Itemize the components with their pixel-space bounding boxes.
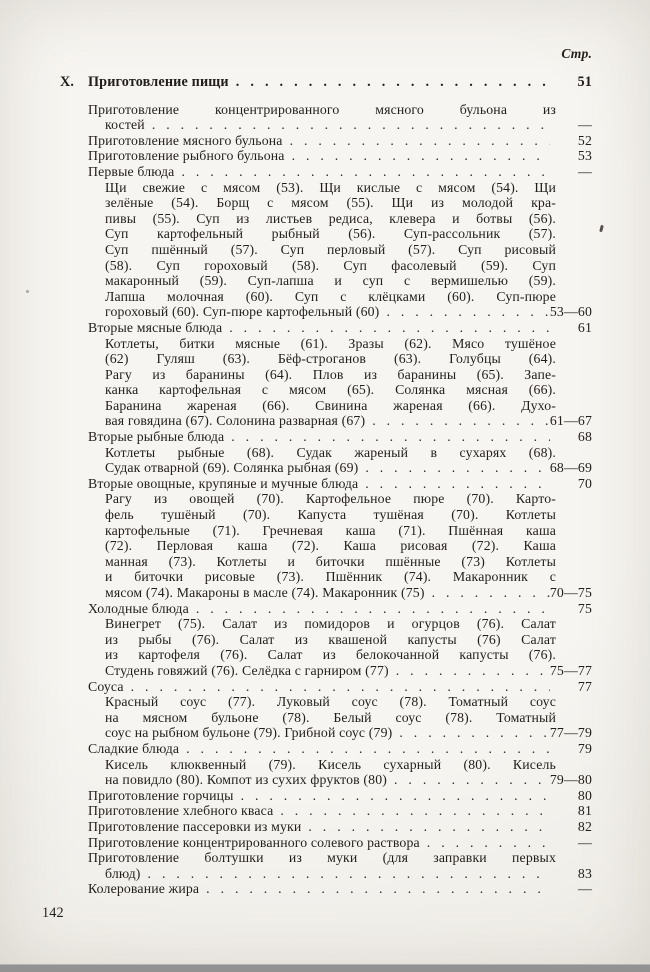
toc-entry bbox=[88, 180, 592, 320]
toc-line bbox=[88, 881, 592, 897]
entry-text: зелёные (54). Борщ с мясом (55). Щи из молодой кра- bbox=[105, 195, 556, 211]
toc-line bbox=[88, 320, 592, 336]
entry-text: Приготовление концентрированного солевого раствора bbox=[88, 834, 420, 850]
toc-entry bbox=[88, 445, 592, 476]
entry-text: костей bbox=[105, 117, 145, 133]
toc-line bbox=[88, 429, 592, 445]
entry-text: манная (73). Котлеты и биточки пшённые (73) Котлеты bbox=[105, 553, 556, 569]
entry-text: пивы (55). Суп из листьев редиса, клевера и ботвы (56). bbox=[105, 210, 556, 226]
dot-leader bbox=[379, 304, 549, 320]
toc-entry bbox=[88, 788, 592, 804]
entry-text: Первые блюда bbox=[88, 163, 175, 179]
toc-entry bbox=[88, 694, 592, 741]
entry-text: мясом (74). Макароны в масле (74). Макаронник (75) bbox=[105, 585, 425, 600]
entry-text: канка картофельная с мясом (65). Солянка мясная (66). bbox=[105, 382, 556, 398]
toc-line bbox=[88, 679, 592, 695]
toc-line bbox=[88, 663, 592, 679]
entry-text: Судак отварной (69). Солянка рыбная (69) bbox=[105, 460, 359, 476]
entry-text: Баранина жареная (66). Свинина жареная (66). Духо- bbox=[105, 397, 556, 413]
toc-line bbox=[88, 772, 592, 788]
entry-text: Рагу из баранины (64). Плов из баранины (65). Запе- bbox=[105, 366, 556, 382]
toc-entry bbox=[88, 881, 592, 897]
page-number: 81 bbox=[577, 803, 592, 819]
toc-entry bbox=[88, 102, 592, 133]
entry-text: из рыбы (76). Салат из квашеной капусты (76) Салат bbox=[105, 631, 556, 647]
toc-entry bbox=[88, 850, 592, 881]
page-number: 61 bbox=[577, 319, 592, 335]
toc-line bbox=[88, 803, 592, 819]
toc-line bbox=[88, 117, 592, 133]
page-number: 75—77 bbox=[549, 662, 592, 678]
toc-entry bbox=[88, 320, 592, 336]
scan-artifact bbox=[599, 225, 604, 233]
toc-line bbox=[88, 413, 592, 429]
toc-entry bbox=[88, 148, 592, 164]
page-number: 80 bbox=[577, 787, 592, 803]
page-number: 79 bbox=[577, 740, 592, 756]
toc-line bbox=[88, 725, 592, 741]
toc-line bbox=[88, 866, 592, 882]
toc-entry bbox=[88, 336, 592, 430]
dot-leader bbox=[420, 835, 550, 851]
toc-line bbox=[88, 585, 592, 601]
page-number: 68—69 bbox=[549, 460, 592, 476]
page-number: 53—60 bbox=[549, 304, 592, 320]
page-number: 75 bbox=[577, 600, 592, 616]
page-number: 82 bbox=[577, 818, 592, 834]
entry-text: Винегрет (75). Салат из помидоров и огурцов (76). Салат bbox=[105, 616, 556, 632]
dot-leader bbox=[358, 460, 549, 476]
page-number: 70 bbox=[577, 475, 592, 491]
toc-entry bbox=[88, 803, 592, 819]
entry-text: Приготовление пищи bbox=[88, 74, 229, 90]
page-number: — bbox=[578, 881, 592, 897]
page-number: 79—80 bbox=[549, 772, 592, 788]
entry-text: Холодные блюда bbox=[88, 600, 189, 616]
dot-leader bbox=[224, 429, 550, 445]
entry-text: гороховый (60). Суп-пюре картофельный (60) bbox=[105, 304, 380, 320]
scan-artifact bbox=[26, 290, 29, 293]
scan-edge bbox=[0, 964, 650, 972]
entry-text: (58). Суп гороховый (58). Суп фасолевый (59). Суп bbox=[105, 257, 556, 273]
dot-leader bbox=[392, 725, 549, 741]
dot-leader bbox=[199, 881, 550, 897]
entry-text: на повидло (80). Компот из сухих фруктов (80) bbox=[105, 772, 388, 788]
toc-line bbox=[88, 601, 592, 617]
entry-text: Кисель клюквенный (79). Кисель сухарный (80). Кисель bbox=[105, 756, 556, 772]
dot-leader bbox=[141, 866, 550, 882]
entry-text: Соуса bbox=[88, 678, 124, 694]
entry-text: картофельные (71). Гречневая каша (71). Пшённая каша bbox=[105, 522, 556, 538]
dot-leader bbox=[189, 601, 550, 617]
entry-text: Приготовление болтушки из муки (для заправки первых bbox=[88, 850, 556, 866]
toc-line bbox=[88, 819, 592, 835]
entry-text: Вторые мясные блюда bbox=[88, 319, 223, 335]
dot-leader bbox=[222, 320, 550, 336]
entry-text: Колерование жира bbox=[88, 881, 200, 897]
toc-entry bbox=[88, 429, 592, 445]
entry-text: из картофеля (76). Салат из белокочанной капусты (76). bbox=[105, 647, 556, 663]
toc-line bbox=[88, 133, 592, 149]
toc-entry bbox=[88, 164, 592, 180]
entry-text: Суп картофельный рыбный (56). Суп-рассольник (57). bbox=[105, 226, 556, 242]
toc-line bbox=[88, 460, 592, 476]
toc-entry bbox=[88, 616, 592, 678]
dot-leader bbox=[365, 413, 550, 429]
page-number: — bbox=[578, 117, 592, 133]
page-number: — bbox=[578, 163, 592, 179]
entry-text: Приготовление концентрированного мясного бульона из bbox=[88, 101, 556, 117]
toc-line bbox=[88, 148, 592, 164]
entry-text: Рагу из овощей (70). Картофельное пюре (70). Карто- bbox=[105, 491, 556, 507]
dot-leader bbox=[387, 772, 550, 788]
entry-text: Вторые овощные, крупяные и мучные блюда bbox=[88, 475, 359, 491]
dot-leader bbox=[425, 585, 550, 601]
toc-line bbox=[88, 835, 592, 851]
table-of-contents bbox=[60, 74, 592, 897]
dot-leader bbox=[285, 148, 550, 164]
dot-leader bbox=[145, 117, 550, 133]
entry-text: фель тушёный (70). Капуста тушёная (70). Котлеты bbox=[105, 507, 556, 523]
entry-text: Приготовление мясного бульона bbox=[88, 132, 283, 148]
page-number: 53 bbox=[577, 148, 592, 164]
page-number: 61—67 bbox=[549, 413, 592, 429]
page-number: 77 bbox=[577, 678, 592, 694]
page-number: — bbox=[578, 834, 592, 850]
dot-leader bbox=[301, 819, 550, 835]
dot-leader bbox=[234, 788, 550, 804]
dot-leader bbox=[358, 476, 550, 492]
dot-leader bbox=[124, 679, 550, 695]
toc-line bbox=[88, 476, 592, 492]
entry-text: Суп пшённый (57). Суп перловый (57). Суп рисовый bbox=[105, 241, 556, 257]
entry-text: Щи свежие с мясом (53). Щи кислые с мясом (54). Щи bbox=[105, 179, 556, 195]
entry-text: и биточки рисовые (73). Пшённик (74). Макаронник с bbox=[105, 569, 556, 585]
entry-text: на мясном бульоне (78). Белый соус (78). Томатный bbox=[105, 709, 556, 725]
toc-entry bbox=[88, 679, 592, 695]
dot-leader bbox=[179, 741, 550, 757]
dot-leader bbox=[174, 164, 550, 180]
chapter-number: X. bbox=[60, 74, 75, 90]
entry-text: блюд) bbox=[105, 865, 141, 881]
toc-entry bbox=[88, 476, 592, 492]
toc-line bbox=[88, 304, 592, 320]
toc-entry bbox=[88, 491, 592, 600]
entry-text: (72). Перловая каша (72). Каша рисовая (72). Каша bbox=[105, 538, 556, 554]
page-number: 83 bbox=[577, 865, 592, 881]
toc-entry bbox=[88, 601, 592, 617]
page-number: 77—79 bbox=[549, 725, 592, 741]
page-number: 52 bbox=[577, 132, 592, 148]
toc-line bbox=[60, 75, 592, 91]
entry-text: Приготовление рыбного бульона bbox=[88, 148, 285, 164]
entry-text: Приготовление пассеровки из муки bbox=[88, 818, 302, 834]
toc-line bbox=[88, 741, 592, 757]
entry-text: Красный соус (77). Луковый соус (78). Томатный соус bbox=[105, 694, 556, 710]
toc-entry bbox=[88, 819, 592, 835]
toc-entry bbox=[88, 741, 592, 757]
dot-leader bbox=[283, 133, 550, 149]
page-column-header: Стр. bbox=[561, 46, 592, 61]
toc-line bbox=[88, 788, 592, 804]
page-number: 51 bbox=[577, 74, 592, 90]
entry-text: соус на рыбном бульоне (79). Грибной соус (79) bbox=[105, 725, 393, 741]
page-number: 68 bbox=[577, 429, 592, 445]
dot-leader bbox=[389, 663, 550, 679]
toc-line bbox=[88, 164, 592, 180]
entry-text: Приготовление хлебного кваса bbox=[88, 803, 274, 819]
entry-text: Котлеты рыбные (68). Судак жареный в сухарях (68). bbox=[105, 444, 556, 460]
entry-text: Лапша молочная (60). Суп с клёцками (60). Суп-пюре bbox=[105, 288, 556, 304]
folio-page-number: 142 bbox=[42, 905, 64, 921]
entry-text: (62) Гуляш (63). Бёф-строганов (63). Голубцы (64). bbox=[105, 351, 556, 367]
entry-text: Студень говяжий (76). Селёдка с гарниром (77) bbox=[105, 662, 389, 678]
toc-entry bbox=[88, 133, 592, 149]
entry-text: Вторые рыбные блюда bbox=[88, 429, 225, 445]
entry-text: Сладкие блюда bbox=[88, 740, 180, 756]
toc-entry bbox=[88, 757, 592, 788]
page-number: 70—75 bbox=[549, 585, 592, 600]
entry-text: макаронный (59). Суп-лапша и суп с вермишелью (59). bbox=[105, 273, 556, 289]
toc-entry bbox=[88, 835, 592, 851]
toc-chapter-entry bbox=[60, 75, 592, 91]
entry-text: Приготовление горчицы bbox=[88, 787, 234, 803]
dot-leader bbox=[229, 75, 550, 91]
entry-text: вая говядина (67). Солонина разварная (67) bbox=[105, 413, 366, 429]
entry-text: Котлеты, битки мясные (61). Зразы (62). Мясо тушёное bbox=[105, 335, 556, 351]
dot-leader bbox=[273, 803, 550, 819]
